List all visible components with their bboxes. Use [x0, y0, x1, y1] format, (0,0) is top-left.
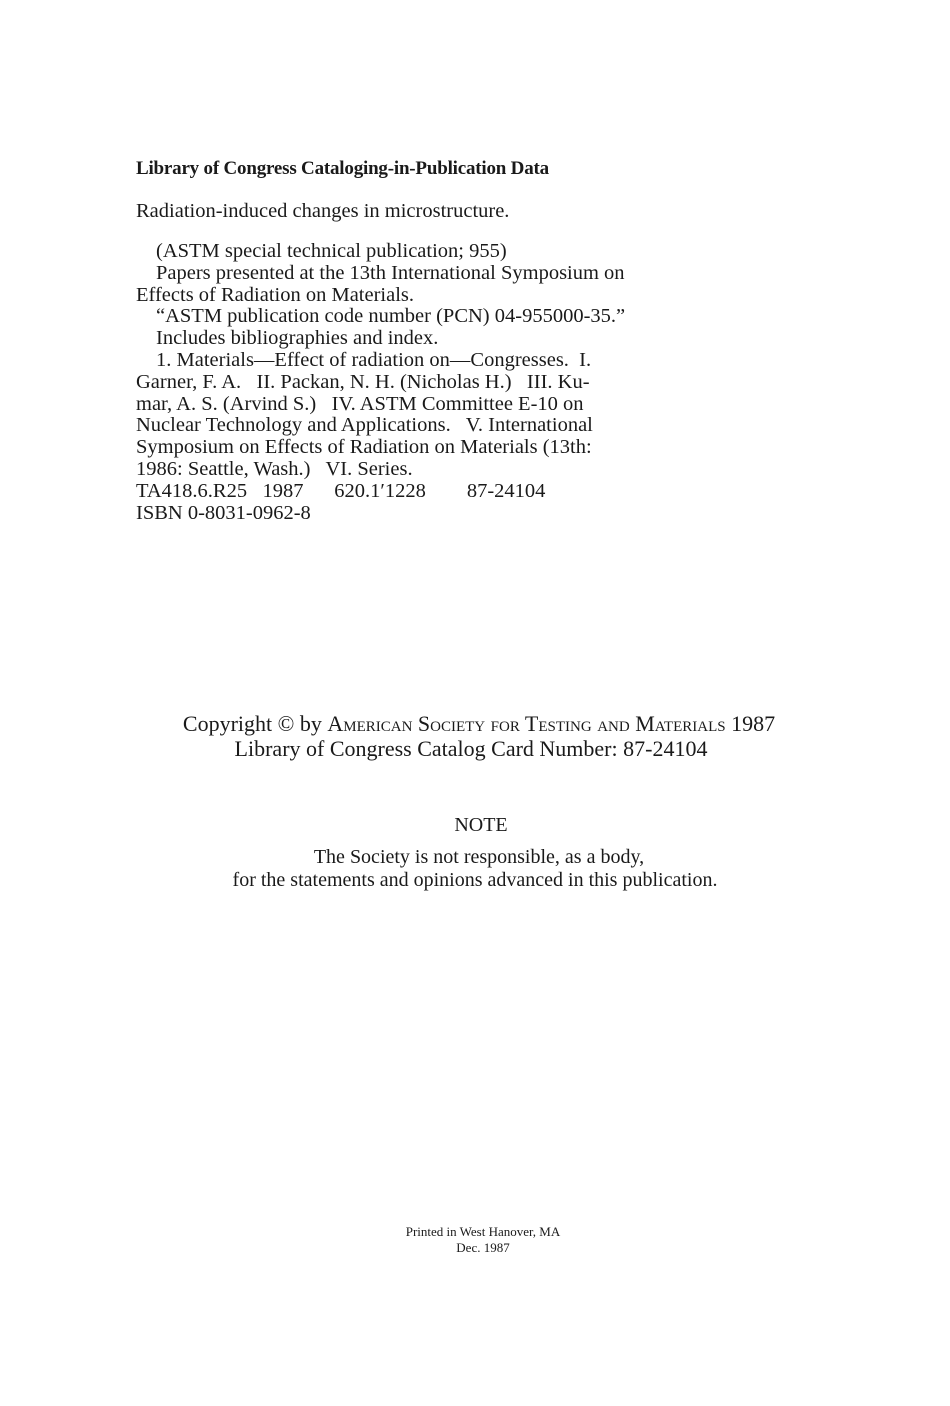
cip-pcn: “ASTM publication code number (PCN) 04-955000-35.” [156, 305, 626, 328]
note-text-line-2: for the statements and opinions advanced in this publication. [232, 869, 718, 891]
cip-block [136, 158, 696, 524]
cip-series: (ASTM special technical publication; 955) [156, 240, 507, 262]
copyright-year: 1987 [725, 711, 776, 736]
printed-block [0, 1224, 950, 1256]
note-heading: NOTE [454, 814, 508, 836]
printed-location: Printed in West Hanover, MA [405, 1224, 561, 1239]
cip-subjects-cont-3: Nuclear Technology and Applications. V. International [136, 414, 593, 437]
copyright-prefix: Copyright © by [182, 711, 328, 736]
printed-date: Dec. 1987 [456, 1240, 510, 1255]
cip-note-papers-cont: Effects of Radiation on Materials. [136, 283, 415, 306]
cip-note-papers: Papers presented at the 13th International Symposium on [156, 261, 625, 284]
cip-isbn: ISBN 0-8031-0962-8 [136, 501, 311, 524]
cip-call-number: TA418.6.R25 1987 620.1′1228 87-24104 [136, 479, 546, 502]
note-block [0, 814, 950, 892]
copyright-organization: American Society for Testing and Materials [327, 711, 726, 736]
cip-subjects-cont-2: mar, A. S. (Arvind S.) IV. ASTM Committee E-10 on [136, 392, 584, 415]
cip-subjects-cont-1: Garner, F. A. II. Packan, N. H. (Nicholas H.) III. Ku- [136, 370, 590, 393]
cip-bibliographies: Includes bibliographies and index. [156, 327, 439, 350]
cip-subjects: 1. Materials—Effect of radiation on—Congresses. I. [156, 348, 592, 371]
cip-heading: Library of Congress Cataloging-in-Publication Data [136, 158, 549, 179]
cip-subjects-cont-5: 1986: Seattle, Wash.) VI. Series. [136, 457, 413, 480]
note-text-line-1: The Society is not responsible, as a body, [313, 846, 645, 868]
cip-title: Radiation-induced changes in microstructure. [136, 200, 510, 222]
catalog-card-number: Library of Congress Catalog Card Number: 87-24104 [234, 736, 708, 761]
cip-subjects-cont-4: Symposium on Effects of Radiation on Materials (13th: [136, 436, 592, 459]
copyright-line [0, 711, 950, 736]
copyright-block [0, 711, 950, 761]
